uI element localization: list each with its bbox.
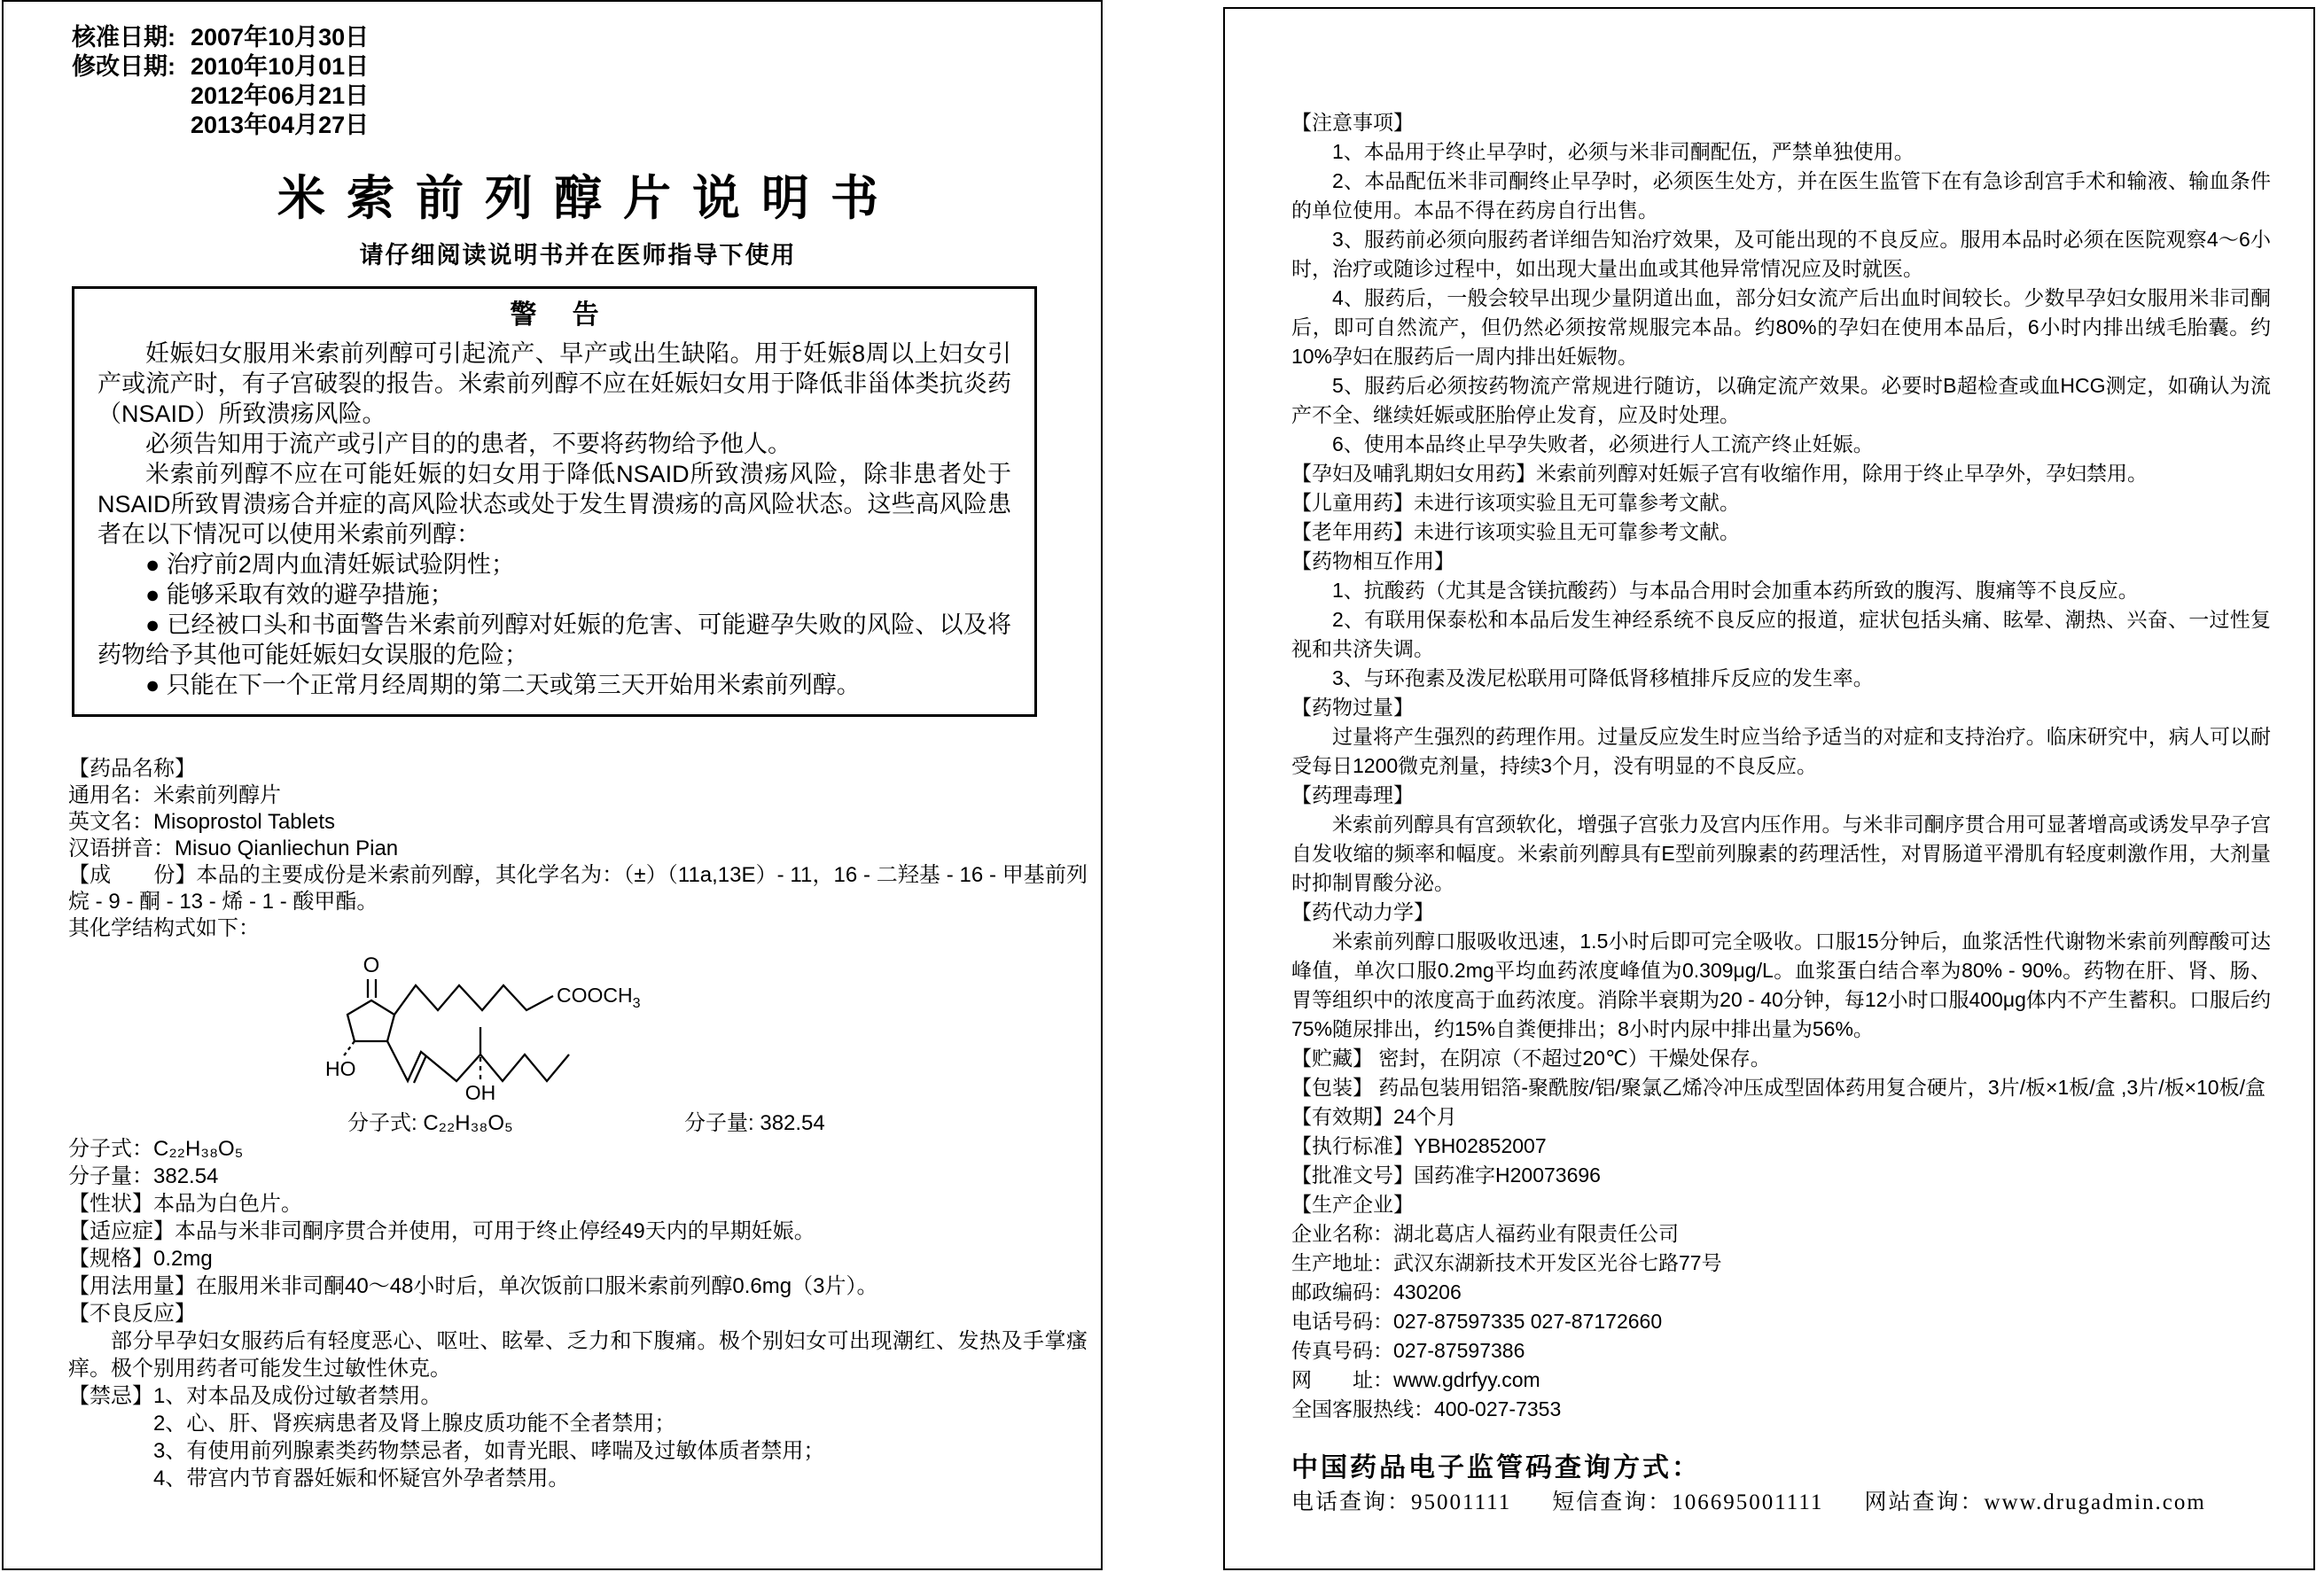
revision-date-label xyxy=(72,82,191,111)
section-storage: 【贮藏】 密封，在阴凉（不超过20℃）干燥处保存。 xyxy=(1291,1047,1771,1070)
molecular-formula-line: 分子式：C₂₂H₃₈O₅ xyxy=(68,1137,244,1161)
company-name: 企业名称：湖北葛店人福药业有限责任公司 xyxy=(1291,1222,1679,1245)
section-character: 【性状】本品为白色片。 xyxy=(68,1192,302,1216)
approval-date-label: 核准日期: xyxy=(72,24,175,51)
supervision-phone-query: 电话查询：95001111 xyxy=(1291,1490,1512,1514)
ester-group-text: COOCH xyxy=(557,984,633,1007)
ketone-oxygen-label: O xyxy=(363,953,380,977)
interaction-item: 2、有联用保泰松和本品后发生神经系统不良反应的报道，症状包括头痛、眩晕、潮热、兴奋、一过性复视和共济失调。 xyxy=(1291,608,2271,660)
section-adverse-heading: 【不良反应】 xyxy=(68,1302,196,1326)
interaction-item: 3、与环孢素及泼尼松联用可降低肾移植排斥反应的发生率。 xyxy=(1332,666,1874,689)
molecular-weight-inline xyxy=(684,1105,825,1136)
company-address: 生产地址：武汉东湖新技术开发区光谷七路77号 xyxy=(1291,1251,1722,1274)
company-postcode: 邮政编码：430206 xyxy=(1291,1280,1462,1304)
warning-paragraph: 必须告知用于流产或引产目的的患者，不要将药物给予他人。 xyxy=(145,431,792,457)
warning-bullet: ● 已经被口头和书面警告米索前列醇对妊娠的危害、可能避孕失败的风险、以及将药物给予其他可能妊娠妇女误服的危险； xyxy=(97,611,1011,668)
pinyin-name: 汉语拼音：Misuo Qianliechun Pian xyxy=(68,837,399,860)
date-block xyxy=(72,23,1088,140)
precaution-item: 4、服药后，一般会较早出现少量阴道出血，部分妇女流产后出血时间较长。少数早孕妇女服用米非司酮后，即可自然流产，但仍然必须按常规服完本品。约80%的孕妇在使用本品后，6小时内排出绒毛胎囊。约10%孕妇在服药后一周内排出妊娠物。 xyxy=(1291,286,2271,368)
section-pregnancy-use: 【孕妇及哺乳期妇女用药】米索前列醇对妊娠子宫有收缩作用，除用于终止早孕外，孕妇禁用。 xyxy=(1291,462,2148,485)
warning-bullet: ● 能够采取有效的避孕措施； xyxy=(145,581,454,608)
supervision-query-row xyxy=(1291,1486,2271,1520)
revision-date-label: 修改日期: xyxy=(72,53,175,80)
precaution-item: 6、使用本品终止早孕失败者，必须进行人工流产终止妊娠。 xyxy=(1332,432,1874,455)
section-dosage: 【用法用量】在服用米非司酮40～48小时后，单次饭前口服米索前列醇0.6mg（3片）。 xyxy=(68,1274,878,1298)
section-manufacturer-heading: 【生产企业】 xyxy=(1291,1193,1414,1216)
supervision-sms-query: 短信查询：106695001111 xyxy=(1552,1490,1824,1514)
section-approval-number: 【批准文号】国药准字H20073696 xyxy=(1291,1163,1601,1187)
molecular-weight-line: 分子量：382.54 xyxy=(68,1164,219,1188)
warning-bullet: ● 只能在下一个正常月经周期的第二天或第三天开始用米索前列醇。 xyxy=(145,672,861,698)
molecular-formula-inline xyxy=(347,1105,513,1136)
section-precautions-heading: 【注意事项】 xyxy=(1291,111,1414,134)
formula-label: 分子式: xyxy=(347,1111,417,1135)
section-validity: 【有效期】24个月 xyxy=(1291,1105,1457,1128)
leaflet-page-right xyxy=(1223,7,2315,1570)
precaution-item: 3、服药前必须向服药者详细告知治疗效果，及可能出现的不良反应。服用本品时必须在医院观察4～6小时，治疗或随诊过程中，如出现大量出血或其他异常情况应及时就医。 xyxy=(1291,228,2271,280)
supervision-code-block xyxy=(1291,1451,2271,1520)
approval-date-value: 2007年10月30日 xyxy=(191,24,370,51)
company-fax: 传真号码：027-87597386 xyxy=(1291,1339,1525,1362)
contraindication-item: 2、心、肝、肾疾病患者及肾上腺皮质功能不全者禁用； xyxy=(153,1412,676,1436)
pharmacokinetics-body: 米索前列醇口服吸收迅速，1.5小时后即可完全吸收。口服15分钟后，血浆活性代谢物米索前列醇酸可达峰值，单次口服0.2mg平均血药浓度峰值为0.309μg/L。血浆蛋白结合率为80% - 90%。药物在肝、肾、肠、胃等组织中的浓度高于血药浓度。消除半衰期为20 - 40分钟，每12小时口服400μg体内不产生蓄积。口服后约75%随尿排出，约15%自粪便排出；8小时内尿中排出量为56%。 xyxy=(1291,930,2271,1040)
formula-value: C₂₂H₃₈O₅ xyxy=(423,1111,513,1135)
ester-group-subscript: 3 xyxy=(632,996,641,1011)
precaution-item: 1、本品用于终止早孕时，必须与米非司酮配伍，严禁单独使用。 xyxy=(1332,140,1915,163)
page-subtitle: 请仔细阅读说明书并在医师指导下使用 xyxy=(359,242,797,268)
revision-date-value: 2012年06月21日 xyxy=(191,82,370,109)
section-indication: 【适应症】本品与米非司酮序贯合并使用，可用于终止停经49天内的早期妊娠。 xyxy=(68,1219,815,1243)
section-composition: 【成 份】本品的主要成份是米索前列醇，其化学名为：（±）（11a,13E）- 11，16 - 二羟基 - 16 - 甲基前列烷 - 9 - 酮 - 13 - 烯 - 1 - 酸甲酯。 xyxy=(68,863,1088,914)
english-name: 英文名：Misoprostol Tablets xyxy=(68,810,335,834)
section-children-use: 【儿童用药】未进行该项实验且无可靠参考文献。 xyxy=(1291,491,1740,514)
hydroxyl-ho-label: HO xyxy=(325,1057,356,1080)
chemical-structure-block xyxy=(68,946,1088,1135)
overdose-body: 过量将产生强烈的药理作用。过量反应发生时应当给予适当的对症和支持治疗。临床研究中，病人可以耐受每日1200微克剂量，持续3个月，没有明显的不良反应。 xyxy=(1291,725,2271,777)
revision-date-row xyxy=(72,52,1088,82)
pharmacology-body: 米索前列醇具有宫颈软化，增强子宫张力及宫内压作用。与米非司酮序贯合用可显著增高或诱发早孕子宫自发收缩的频率和幅度。米索前列醇具有E型前列腺素的药理活性，对胃肠道平滑肌有轻度刺激作用，大剂量时抑制胃酸分泌。 xyxy=(1291,813,2271,894)
chemical-structure-drawing xyxy=(325,946,751,1105)
precaution-item: 2、本品配伍米非司酮终止早孕时，必须医生处方，并在医生监管下在有急诊刮宫手术和输液、输血条件的单位使用。本品不得在药房自行出售。 xyxy=(1291,169,2271,222)
supervision-web-query: 网站查询：www.drugadmin.com xyxy=(1864,1490,2206,1514)
warning-paragraph: 米索前列醇不应在可能妊娠的妇女用于降低NSAID所致溃疡风险，除非患者处于NSAID所致胃溃疡合并症的高风险状态或处于发生胃溃疡的高风险状态。这些高风险患者在以下情况可以使用米索前列醇： xyxy=(97,461,1011,548)
contraindication-item: 3、有使用前列腺素类药物禁忌者，如青光眼、哮喘及过敏体质者禁用； xyxy=(153,1439,825,1463)
section-standard: 【执行标准】YBH02852007 xyxy=(1291,1134,1547,1157)
section-pharmacokinetics-heading: 【药代动力学】 xyxy=(1291,900,1434,923)
supervision-title: 中国药品电子监管码查询方式： xyxy=(1291,1453,1701,1483)
section-pharmacology-heading: 【药理毒理】 xyxy=(1291,783,1414,806)
section-overdose-heading: 【药物过量】 xyxy=(1291,696,1414,719)
generic-name: 通用名：米索前列醇片 xyxy=(68,783,281,807)
contraindication-item: 4、带宫内节育器妊娠和怀疑宫外孕者禁用。 xyxy=(153,1467,570,1490)
warning-title: 警 告 xyxy=(510,300,613,330)
adverse-reaction-body: 部分早孕妇女服药后有轻度恶心、呕吐、眩晕、乏力和下腹痛。极个别妇女可出现潮红、发热及手掌瘙痒。极个别用药者可能发生过敏性休克。 xyxy=(68,1329,1088,1381)
revision-date-row xyxy=(72,111,1088,140)
warning-paragraph: 妊娠妇女服用米索前列醇可引起流产、早产或出生缺陷。用于妊娠8周以上妇女引产或流产时，有子宫破裂的报告。米索前列醇不应在妊娠妇女用于降低非甾体类抗炎药（NSAID）所致溃疡风险。 xyxy=(97,340,1011,427)
warning-box xyxy=(72,286,1037,717)
weight-value: 382.54 xyxy=(760,1111,825,1135)
company-website: 网 址：www.gdrfyy.com xyxy=(1291,1368,1540,1391)
weight-label: 分子量: xyxy=(684,1111,754,1135)
revision-date-value: 2013年04月27日 xyxy=(191,112,370,138)
section-interactions-heading: 【药物相互作用】 xyxy=(1291,549,1454,572)
company-hotline: 全国客服热线：400-027-7353 xyxy=(1291,1397,1562,1420)
company-phone: 电话号码：027-87597335 027-87172660 xyxy=(1291,1310,1663,1333)
ester-group-label xyxy=(557,984,641,1011)
approval-date-row xyxy=(72,23,1088,52)
section-packaging: 【包装】 药品包装用铝箔-聚酰胺/铝/聚氯乙烯冷冲压成型固体药用复合硬片，3片/板×1板/盒 ,3片/板×10板/盒 xyxy=(1291,1076,2266,1099)
structure-intro: 其化学结构式如下： xyxy=(68,916,260,940)
revision-date-label xyxy=(72,111,191,140)
interaction-item: 1、抗酸药（尤其是含镁抗酸药）与本品合用时会加重本药所致的腹泻、腹痛等不良反应。 xyxy=(1332,579,2139,602)
revision-date-row xyxy=(72,82,1088,111)
leaflet-page-left xyxy=(2,0,1103,1570)
warning-bullet: ● 治疗前2周内血清妊娠试验阴性； xyxy=(145,551,515,578)
page-title: 米索前列醇片说明书 xyxy=(277,172,900,225)
revision-date-value: 2010年10月01日 xyxy=(191,53,370,80)
contraindication-item: 【禁忌】1、对本品及成份过敏者禁用。 xyxy=(68,1384,442,1408)
section-drug-name-heading: 【药品名称】 xyxy=(68,757,196,781)
section-specification: 【规格】0.2mg xyxy=(68,1247,213,1271)
section-elderly-use: 【老年用药】未进行该项实验且无可靠参考文献。 xyxy=(1291,520,1740,543)
hydroxyl-oh-label: OH xyxy=(464,1081,496,1104)
precaution-item: 5、服药后必须按药物流产常规进行随访，以确定流产效果。必要时B超检查或血HCG测定，如确认为流产不全、继续妊娠或胚胎停止发育，应及时处理。 xyxy=(1291,374,2271,426)
